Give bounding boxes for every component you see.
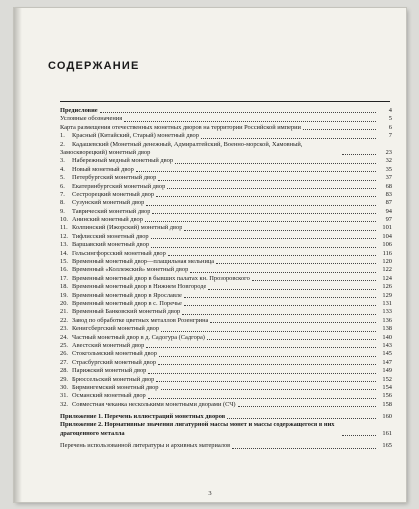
- toc-entry-page: 138: [382, 325, 392, 333]
- toc-entry-page: 140: [382, 333, 392, 341]
- toc-entry-text: Бирмингемский монетный двор: [72, 383, 159, 391]
- toc-entry: [60, 401, 392, 409]
- toc-entry-number: 7.: [60, 190, 65, 198]
- toc-entry-number: 4.: [60, 165, 65, 173]
- toc-entry-label: [60, 442, 230, 450]
- toc-dot-leader: [161, 389, 376, 390]
- toc-entry-label: [60, 300, 182, 308]
- page-title: СОДЕРЖАНИЕ: [48, 60, 140, 72]
- toc-entry-label: [60, 392, 146, 400]
- toc-entry-page: 133: [382, 308, 392, 316]
- toc-entry-text: Анинский монетный двор: [72, 216, 143, 224]
- toc-entry-text: Совместная чеканка несколькими монетными дворами (СЧ): [72, 400, 236, 408]
- toc-entry-number: 26.: [60, 350, 68, 358]
- toc-entry-label: [60, 266, 188, 274]
- toc-entry: [60, 224, 392, 232]
- book-page: [14, 8, 406, 502]
- toc-entry-number: 32.: [60, 400, 68, 408]
- toc-entry: [60, 413, 392, 421]
- toc-entry-number: 20.: [60, 299, 68, 307]
- toc-entry-label: [60, 216, 143, 224]
- toc-entry-text: Временный Банковский монетный двор: [72, 308, 181, 316]
- toc-entry-text: Варшавский монетный двор: [72, 241, 150, 249]
- toc-entry: [60, 266, 392, 274]
- toc-entry-number: 18.: [60, 283, 68, 291]
- toc-dot-leader: [201, 138, 376, 139]
- toc-entry: [60, 308, 392, 316]
- toc-entry: [60, 317, 392, 325]
- toc-entry: [60, 199, 392, 207]
- toc-entry-text: Страсбургский монетный двор: [72, 358, 157, 366]
- toc-entry-number: 21.: [60, 308, 68, 316]
- toc-entry-label: [60, 241, 149, 249]
- toc-entry-number: 16.: [60, 266, 68, 274]
- toc-entry: [60, 359, 392, 367]
- toc-entry-page: 147: [382, 358, 392, 366]
- toc-entry-text: Частный монетный двор в д. Садогура (Садгора): [72, 333, 205, 341]
- toc-entry-label: [60, 258, 214, 266]
- toc-entry-page: 104: [382, 232, 392, 240]
- page-number: 3: [208, 490, 212, 497]
- toc-entry-label: [60, 325, 159, 333]
- toc-dot-leader: [342, 435, 376, 436]
- toc-dot-leader: [148, 398, 376, 399]
- toc-entry-page: 32: [385, 157, 392, 165]
- toc-entry-text: Османский монетный двор: [72, 392, 146, 400]
- toc-entry-number: 12.: [60, 232, 68, 240]
- toc-entry-label: [60, 413, 225, 421]
- toc-entry: [60, 191, 392, 199]
- toc-entry-label: [60, 308, 180, 316]
- toc-dot-leader: [238, 406, 376, 407]
- table-of-contents: [60, 107, 392, 451]
- toc-dot-leader: [151, 238, 376, 239]
- toc-entry-text: Авестский монетный двор: [72, 341, 145, 349]
- toc-entry-number: 17.: [60, 274, 68, 282]
- toc-entry-page: 120: [382, 258, 392, 266]
- toc-entry-page: 160: [382, 413, 392, 421]
- toc-dot-leader: [184, 230, 376, 231]
- toc-dot-leader: [124, 121, 376, 122]
- toc-entry-number: 14.: [60, 249, 68, 257]
- toc-entry-page: 106: [382, 241, 392, 249]
- toc-dot-leader: [184, 297, 376, 298]
- toc-entry-text: Временный монетный двор в Нижнем Новгороде: [72, 283, 207, 291]
- toc-entry-number: 5.: [60, 174, 65, 182]
- toc-dot-leader: [158, 180, 376, 181]
- toc-entry-text: Кадашевский (Монетный денежный, Адмиралтейский, Военно-морской, Хамовный, Замоскворецкий) монетный двор: [60, 140, 303, 156]
- toc-entry-text: Красный (Китайский, Старый) монетный двор: [72, 132, 199, 140]
- toc-entry-label: [60, 350, 157, 358]
- toc-entry-page: 145: [382, 350, 392, 358]
- toc-entry-page: 6: [388, 123, 392, 131]
- toc-entry-number: 31.: [60, 392, 68, 400]
- toc-entry-number: 25.: [60, 341, 68, 349]
- toc-entry-text: Брюссельский монетный двор: [72, 375, 155, 383]
- toc-entry-label: [60, 334, 205, 342]
- toc-entry-label: [60, 115, 122, 123]
- toc-entry: [60, 157, 392, 165]
- toc-dot-leader: [210, 322, 376, 323]
- toc-entry: [60, 275, 392, 283]
- toc-entry-text: Набережный медный монетный двор: [72, 157, 174, 165]
- toc-entry-text: Колпинский (Ижорский) монетный двор: [72, 224, 183, 232]
- toc-entry-page: 149: [382, 367, 392, 375]
- toc-entry-label: [60, 124, 301, 132]
- toc-entry-number: 22.: [60, 316, 68, 324]
- toc-dot-leader: [136, 171, 376, 172]
- toc-dot-leader: [158, 364, 376, 365]
- toc-entry-page: 156: [382, 392, 392, 400]
- toc-entry-number: 30.: [60, 383, 68, 391]
- toc-entry: [60, 342, 392, 350]
- toc-entry-number: 13.: [60, 241, 68, 249]
- toc-entry-number: 24.: [60, 333, 68, 341]
- toc-entry-page: 37: [385, 174, 392, 182]
- toc-entry-label: [60, 367, 146, 375]
- toc-entry-text: Завод по обработке цветных металлов Розенгрина: [72, 316, 209, 324]
- toc-entry-page: 161: [382, 429, 392, 437]
- toc-entry-number: 9.: [60, 207, 65, 215]
- toc-entry-label: [60, 157, 173, 165]
- toc-entry-page: 7: [388, 132, 392, 140]
- toc-entry: [60, 421, 392, 438]
- toc-entry: [60, 124, 392, 132]
- toc-entry-text: Временный монетный двор в бывших палатах кн. Прозоровского: [72, 274, 250, 282]
- toc-entry-label: [60, 199, 144, 207]
- toc-dot-leader: [227, 418, 376, 419]
- top-rule: [60, 101, 390, 102]
- toc-dot-leader: [156, 381, 376, 382]
- toc-entry-label: [60, 191, 154, 199]
- toc-entry-text: Екатеринбургский монетный двор: [72, 182, 166, 190]
- toc-entry: [60, 300, 392, 308]
- toc-entry-number: 11.: [60, 224, 68, 232]
- toc-entry: [60, 141, 392, 158]
- toc-entry-label: [60, 376, 154, 384]
- toc-entry: [60, 132, 392, 140]
- toc-entry-number: 23.: [60, 325, 68, 333]
- toc-entry-text: Гельсингфорсский монетный двор: [72, 249, 166, 257]
- toc-entry: [60, 442, 392, 450]
- toc-entry: [60, 250, 392, 258]
- toc-entry-text: Таврический монетный двор: [72, 207, 151, 215]
- toc-entry: [60, 292, 392, 300]
- toc-entry: [60, 334, 392, 342]
- toc-entry-text: Временный «Коллежский» монетный двор: [72, 266, 189, 274]
- toc-entry-label: [60, 275, 250, 283]
- toc-entry: [60, 392, 392, 400]
- toc-dot-leader: [146, 205, 376, 206]
- toc-dot-leader: [146, 347, 376, 348]
- toc-dot-leader: [156, 196, 376, 197]
- toc-entry-number: 6.: [60, 182, 65, 190]
- toc-entry-label: [60, 208, 150, 216]
- toc-dot-leader: [252, 280, 376, 281]
- toc-dot-leader: [303, 129, 376, 130]
- toc-entry-label: [60, 250, 166, 258]
- toc-dot-leader: [207, 339, 376, 340]
- toc-entry: [60, 241, 392, 249]
- toc-entry: [60, 183, 392, 191]
- toc-entry-page: 97: [385, 216, 392, 224]
- toc-dot-leader: [208, 289, 376, 290]
- toc-entry-label: [60, 141, 340, 158]
- toc-entry-label: [60, 132, 199, 140]
- toc-entry-page: 124: [382, 274, 392, 282]
- toc-entry-page: 23: [385, 148, 392, 156]
- toc-entry-label: [60, 292, 182, 300]
- toc-entry-page: 87: [385, 199, 392, 207]
- toc-entry-number: 10.: [60, 216, 68, 224]
- toc-entry-text: Петербургский монетный двор: [72, 174, 157, 182]
- toc-entry-label: [60, 342, 144, 350]
- toc-entry-text: Предисловие: [60, 106, 98, 114]
- toc-entry-text: Сестрорецкий монетный двор: [72, 190, 155, 198]
- toc-entry: [60, 283, 392, 291]
- toc-entry-text: Тифлисский монетный двор: [72, 232, 149, 240]
- toc-entry: [60, 376, 392, 384]
- toc-entry-page: 68: [385, 182, 392, 190]
- toc-entry-number: 15.: [60, 258, 68, 266]
- toc-entry-page: 131: [382, 299, 392, 307]
- toc-entry-number: 28.: [60, 367, 68, 375]
- toc-entry-page: 126: [382, 283, 392, 291]
- toc-entry-page: 35: [385, 165, 392, 173]
- toc-entry-text: Временный монетный двор—плащильная мельница: [72, 258, 215, 266]
- toc-entry-page: 122: [382, 266, 392, 274]
- toc-entry-label: [60, 166, 134, 174]
- toc-entry: [60, 233, 392, 241]
- toc-dot-leader: [148, 373, 376, 374]
- toc-dot-leader: [342, 154, 376, 155]
- toc-dot-leader: [190, 272, 376, 273]
- toc-dot-leader: [182, 314, 376, 315]
- toc-dot-leader: [184, 305, 376, 306]
- toc-entry-page: 129: [382, 291, 392, 299]
- toc-entry-page: 4: [388, 106, 392, 114]
- toc-entry-number: 3.: [60, 157, 65, 165]
- toc-entry-text: Временный монетный двор в Ярославле: [72, 291, 182, 299]
- page-binding-shadow: [14, 8, 22, 502]
- toc-entry: [60, 174, 392, 182]
- toc-entry: [60, 350, 392, 358]
- toc-entry-page: 116: [382, 249, 392, 257]
- toc-entry-label: [60, 183, 165, 191]
- toc-entry: [60, 166, 392, 174]
- toc-dot-leader: [161, 331, 376, 332]
- toc-dot-leader: [145, 221, 376, 222]
- toc-entry-page: 165: [382, 442, 392, 450]
- toc-entry: [60, 325, 392, 333]
- toc-entry-page: 101: [382, 224, 392, 232]
- toc-entry-label: [60, 107, 98, 115]
- toc-dot-leader: [216, 263, 376, 264]
- toc-entry-page: 158: [382, 400, 392, 408]
- toc-entry-text: Карта размещения отечественных монетных дворов на территории Российской империи: [60, 123, 301, 131]
- toc-entry-text: Кенигсбергский монетный двор: [72, 325, 160, 333]
- toc-entry: [60, 115, 392, 123]
- toc-entry: [60, 208, 392, 216]
- toc-entry-page: 154: [382, 383, 392, 391]
- toc-entry-text: Стокгольмский монетный двор: [72, 350, 157, 358]
- toc-entry-text: Приложение 1. Перечень иллюстраций монетных дворов: [60, 413, 226, 421]
- toc-entry: [60, 216, 392, 224]
- toc-dot-leader: [152, 213, 376, 214]
- toc-entry-number: 29.: [60, 375, 68, 383]
- toc-entry-text: Приложение 2. Нормативные значения лигатурной массы монет и массы содержащегося в них драгоценного металла: [60, 421, 335, 437]
- toc-dot-leader: [151, 247, 376, 248]
- toc-entry-number: 19.: [60, 291, 68, 299]
- toc-entry-page: 83: [385, 190, 392, 198]
- toc-entry: [60, 258, 392, 266]
- toc-entry-number: 1.: [60, 132, 65, 140]
- toc-dot-leader: [167, 188, 376, 189]
- toc-entry: [60, 384, 392, 392]
- toc-entry-number: 2.: [60, 140, 65, 148]
- toc-entry-label: [60, 233, 149, 241]
- toc-entry-text: Временный монетный двор в с. Поречье: [72, 299, 182, 307]
- toc-entry-page: 94: [385, 207, 392, 215]
- toc-entry-label: [60, 224, 182, 232]
- toc-entry-page: 143: [382, 341, 392, 349]
- toc-entry-text: Парижский монетный двор: [72, 367, 147, 375]
- toc-entry-label: [60, 401, 236, 409]
- toc-entry-text: Условные обозначения: [60, 115, 123, 123]
- toc-entry-label: [60, 421, 340, 438]
- toc-entry-label: [60, 384, 159, 392]
- toc-dot-leader: [100, 112, 376, 113]
- toc-entry-page: 136: [382, 316, 392, 324]
- toc-entry-page: 152: [382, 375, 392, 383]
- toc-entry-text: Новый монетный двор: [72, 165, 134, 173]
- toc-dot-leader: [232, 448, 376, 449]
- toc-entry: [60, 107, 392, 115]
- toc-entry: [60, 367, 392, 375]
- toc-entry-text: Перечень использованной литературы и архивных материалов: [60, 442, 231, 450]
- toc-entry-label: [60, 317, 208, 325]
- toc-dot-leader: [168, 255, 376, 256]
- toc-entry-label: [60, 283, 206, 291]
- toc-dot-leader: [175, 163, 376, 164]
- toc-entry-label: [60, 359, 156, 367]
- toc-entry-text: Сузунский монетный двор: [72, 199, 145, 207]
- toc-entry-page: 5: [388, 115, 392, 123]
- toc-entry-number: 8.: [60, 199, 65, 207]
- toc-dot-leader: [159, 356, 376, 357]
- toc-entry-number: 27.: [60, 358, 68, 366]
- toc-entry-label: [60, 174, 156, 182]
